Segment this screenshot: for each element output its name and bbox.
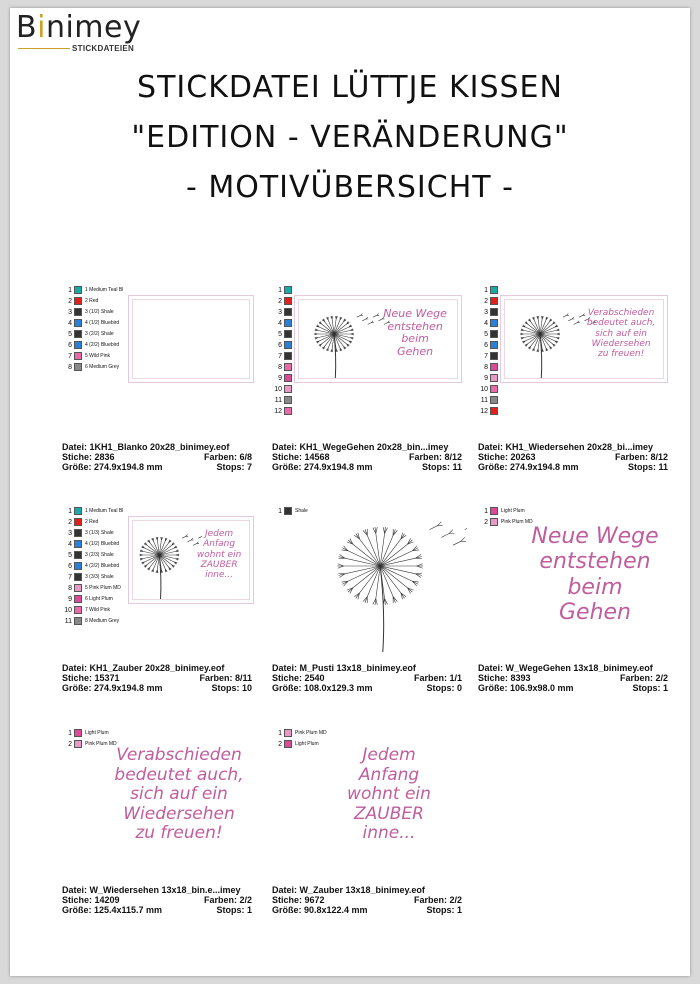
file-info [478,442,668,472]
thread-row [478,318,498,328]
thread-row [478,296,498,306]
thread-name: 4 (1/2) Bluebird [85,541,120,547]
thread-number: 1 [68,729,72,737]
motif-card [478,506,678,696]
file-name: Datei: W_Zauber 13x18_binimey.eof [272,885,425,895]
thread-row [478,329,498,339]
design-size: Größe: 106.9x98.0 mm [478,683,574,693]
info-row [272,442,462,452]
thread-row [272,395,292,405]
info-row [478,442,668,452]
thread-swatch [74,297,82,305]
stitch-count: Stiche: 2836 [62,452,115,462]
thread-name: 8 Medium Grey [85,618,120,624]
motif-text: Verabschieden bedeutet auch, sich auf ein Wiedersehen zu freuen! [586,308,656,360]
thread-row [478,373,498,383]
info-row [478,683,668,693]
file-info [272,442,462,472]
color-count: Farben: 8/12 [408,452,462,462]
info-row [272,885,462,895]
thread-row [478,351,498,361]
thread-number: 4 [278,319,282,327]
motif-card [62,728,262,918]
motif-card [272,506,472,696]
thread-swatch [490,341,498,349]
thread-swatch [284,740,292,748]
thread-swatch [490,407,498,415]
thread-row [478,362,498,372]
thread-number: 11 [64,617,72,625]
thread-row [272,318,292,328]
design-size: Größe: 108.0x129.3 mm [272,683,373,693]
file-info [62,885,252,915]
thread-number: 7 [68,573,72,581]
thread-number: 2 [484,297,488,305]
color-count: Farben: 2/2 [619,673,668,683]
thread-name: 5 Pink Plum MD [85,585,121,591]
motif-text: Jedem Anfang wohnt ein ZAUBER inne... [196,529,242,581]
thread-row [272,340,292,350]
motif-card [62,285,262,475]
info-row [272,462,462,472]
thread-number: 11 [274,396,282,404]
thread-swatch [74,540,82,548]
thread-number: 5 [278,330,282,338]
thread-row [62,517,98,527]
thread-number: 10 [64,606,72,614]
thread-swatch [74,573,82,581]
thread-swatch [490,374,498,382]
thread-row [62,506,123,516]
thread-row [62,318,119,328]
thread-row [62,572,114,582]
thread-number: 2 [68,297,72,305]
stitch-count: Stiche: 15371 [62,673,120,683]
thread-swatch [284,352,292,360]
thread-name: Light Plum [501,508,525,514]
thread-name: Pink Plum MD [501,519,533,525]
thread-number: 3 [278,308,282,316]
thread-swatch [284,385,292,393]
thread-swatch [74,551,82,559]
thread-swatch [74,352,82,360]
thread-row [272,373,292,383]
info-row [272,895,462,905]
thread-row [62,605,110,615]
thread-name: 2 Red [85,298,99,304]
logo-brand: Binimey [16,10,142,45]
color-count: Farben: 8/11 [199,673,252,683]
logo-tagline: STICKDATEIEN [72,44,135,53]
thread-swatch [490,330,498,338]
stop-count: Stops: 1 [632,683,668,693]
thread-name: 6 Medium Grey [85,364,120,370]
thread-number: 1 [484,286,488,294]
stitch-count: Stiche: 20263 [478,452,536,462]
thread-number: 5 [484,330,488,338]
stitch-count: Stiche: 9672 [272,895,325,905]
thread-name: 7 Wild Pink [85,607,111,613]
thread-row [62,561,119,571]
thread-name: 4 (2/2) Bluebird [85,563,120,569]
thread-number: 8 [278,363,282,371]
thread-swatch [74,529,82,537]
thread-number: 5 [68,551,72,559]
stop-count: Stops: 1 [426,905,462,915]
file-info [272,885,462,915]
thread-swatch [490,507,498,515]
color-count: Farben: 1/1 [413,673,462,683]
thread-swatch [74,606,82,614]
thread-name: 3 (1/3) Shale [85,530,114,536]
thread-swatch [490,363,498,371]
info-row [272,673,462,683]
thread-number: 3 [68,529,72,537]
stop-count: Stops: 11 [421,462,462,472]
info-row [62,885,252,895]
thread-number: 8 [68,363,72,371]
info-row [62,462,252,472]
thread-name: 5 Wild Pink [85,353,111,359]
motif-text: Neue Wege entstehen beim Gehen [383,307,447,358]
color-count: Farben: 8/12 [614,452,668,462]
info-row [62,442,252,452]
thread-number: 2 [484,518,488,526]
thread-number: 12 [274,407,282,415]
pillow-frame [294,295,462,383]
design-size: Größe: 274.9x194.8 mm [62,683,163,693]
file-info [272,663,462,693]
thread-row [272,506,308,516]
file-name: Datei: KH1_Wiedersehen 20x28_bi...imey [478,442,653,452]
motif-text: Neue Wege entstehen beim Gehen [531,524,659,625]
thread-name: 3 (3/3) Shale [85,574,114,580]
thread-swatch [284,374,292,382]
stop-count: Stops: 10 [211,683,252,693]
thread-row [272,739,319,749]
pillow-frame [500,295,668,383]
info-row [272,905,462,915]
title-line-3: - MOTIVÜBERSICHT - [186,170,514,205]
info-row [478,663,668,673]
thread-number: 2 [278,297,282,305]
thread-row [478,384,498,394]
thread-number: 6 [68,562,72,570]
info-row [478,452,668,462]
stop-count: Stops: 1 [216,905,252,915]
thread-number: 2 [278,740,282,748]
thread-swatch [490,385,498,393]
thread-number: 8 [68,584,72,592]
info-row [272,663,462,673]
thread-swatch [284,297,292,305]
thread-row [272,406,292,416]
thread-swatch [74,308,82,316]
thread-name: Pink Plum MD [295,730,327,736]
thread-name: Light Plum [295,741,319,747]
thread-row [62,594,113,604]
file-name: Datei: M_Pusti 13x18_binimey.eof [272,663,416,673]
file-info [478,663,668,693]
thread-swatch [74,617,82,625]
thread-row [478,406,498,416]
thread-swatch [74,584,82,592]
thread-number: 4 [484,319,488,327]
file-name: Datei: W_Wiedersehen 13x18_bin.e...imey [62,885,241,895]
thread-swatch [284,319,292,327]
thread-swatch [284,341,292,349]
design-size: Größe: 274.9x194.8 mm [478,462,579,472]
thread-number: 1 [68,286,72,294]
thread-name: 3 (2/2) Shale [85,331,114,337]
thread-number: 1 [278,286,282,294]
info-row [62,673,252,683]
thread-row [62,583,121,593]
thread-swatch [74,740,82,748]
info-row [478,462,668,472]
thread-name: 4 (2/2) Bluebird [85,342,120,348]
thread-name: 3 (2/3) Shale [85,552,114,558]
thread-swatch [490,396,498,404]
logo-line [18,48,70,49]
thread-row [62,539,119,549]
thread-number: 1 [484,507,488,515]
thread-swatch [284,507,292,515]
thread-number: 2 [68,740,72,748]
thread-number: 2 [68,518,72,526]
color-count: Farben: 6/8 [203,452,252,462]
info-row [272,452,462,462]
thread-number: 10 [480,385,488,393]
thread-number: 7 [484,352,488,360]
thread-row [272,329,292,339]
thread-row [62,296,98,306]
stitch-count: Stiche: 14568 [272,452,330,462]
motif-card [272,285,472,475]
thread-swatch [74,341,82,349]
thread-swatch [74,363,82,371]
thread-name: 2 Red [85,519,99,525]
thread-number: 1 [278,507,282,515]
thread-number: 1 [68,507,72,515]
thread-swatch [490,308,498,316]
thread-name: Light Plum [85,730,109,736]
thread-number: 3 [484,308,488,316]
thread-row [272,285,292,295]
thread-row [478,307,498,317]
thread-row [62,340,119,350]
color-count: Farben: 2/2 [203,895,252,905]
motif-text: Verabschieden bedeutet auch, sich auf ein Wiedersehen zu freuen! [114,745,244,844]
thread-row [272,728,327,738]
thread-row [478,285,498,295]
thread-number: 10 [274,385,282,393]
thread-row [62,528,114,538]
binimey-logo [16,10,156,60]
thread-row [478,340,498,350]
pillow-frame [128,516,254,604]
stitch-count: Stiche: 2540 [272,673,325,683]
motif-text: Jedem Anfang wohnt ein ZAUBER inne... [347,745,431,844]
thread-row [62,329,114,339]
file-name: Datei: 1KH1_Blanko 20x28_binimey.eof [62,442,230,452]
thread-number: 1 [278,729,282,737]
thread-number: 7 [68,352,72,360]
motif-card [478,285,678,475]
thread-swatch [74,595,82,603]
color-count: Farben: 2/2 [413,895,462,905]
thread-row [272,307,292,317]
thread-number: 3 [68,308,72,316]
motif-card [272,728,472,918]
thread-row [272,362,292,372]
thread-swatch [74,562,82,570]
info-row [272,683,462,693]
thread-number: 4 [68,319,72,327]
motif-card [62,506,262,696]
thread-swatch [74,518,82,526]
thread-swatch [490,297,498,305]
stop-count: Stops: 11 [627,462,668,472]
thread-number: 9 [484,374,488,382]
stitch-count: Stiche: 8393 [478,673,531,683]
thread-row [478,506,525,516]
thread-swatch [284,330,292,338]
thread-name: Shale [295,508,308,514]
thread-number: 9 [278,374,282,382]
thread-row [62,616,119,626]
info-row [62,663,252,673]
thread-swatch [74,286,82,294]
thread-swatch [284,286,292,294]
thread-name: 3 (1/2) Shale [85,309,114,315]
info-row [62,452,252,462]
thread-row [272,296,292,306]
thread-row [62,285,123,295]
thread-swatch [74,319,82,327]
thread-name: 6 Light Plum [85,596,113,602]
title-line-2: "EDITION - VERÄNDERUNG" [131,120,569,155]
title-line-1: STICKDATEI LÜTTJE KISSEN [137,70,563,105]
thread-row [62,550,114,560]
thread-number: 8 [484,363,488,371]
thread-name: 1 Medium Teal Bl [85,287,124,293]
design-size: Größe: 125.4x115.7 mm [62,905,163,915]
file-name: Datei: KH1_Zauber 20x28_binimey.eof [62,663,225,673]
info-row [478,673,668,683]
thread-swatch [74,507,82,515]
design-size: Größe: 274.9x194.8 mm [62,462,163,472]
thread-number: 12 [480,407,488,415]
file-info [62,663,252,693]
thread-number: 7 [278,352,282,360]
thread-swatch [284,308,292,316]
thread-swatch [284,729,292,737]
design-size: Größe: 274.9x194.8 mm [272,462,373,472]
thread-swatch [490,319,498,327]
thread-row [272,384,292,394]
thread-number: 5 [68,330,72,338]
thread-number: 6 [278,341,282,349]
thread-number: 6 [68,341,72,349]
thread-swatch [284,363,292,371]
thread-row [478,395,498,405]
stitch-count: Stiche: 14209 [62,895,120,905]
design-size: Größe: 90.8x122.4 mm [272,905,368,915]
file-name: Datei: KH1_WegeGehen 20x28_bin...imey [272,442,449,452]
thread-swatch [284,407,292,415]
thread-number: 6 [484,341,488,349]
motif-overview-sheet [10,8,690,976]
info-row [62,905,252,915]
thread-swatch [490,286,498,294]
info-row [62,683,252,693]
thread-row [62,362,119,372]
thread-name: 4 (1/2) Bluebird [85,320,120,326]
thread-number: 4 [68,540,72,548]
stop-count: Stops: 7 [216,462,252,472]
thread-swatch [284,396,292,404]
thread-row [62,307,114,317]
info-row [62,895,252,905]
thread-row [272,351,292,361]
thread-number: 11 [480,396,488,404]
thread-row [62,351,110,361]
thread-row [62,728,109,738]
dandelion-graphic [327,506,467,656]
thread-swatch [490,352,498,360]
file-info [62,442,252,472]
thread-name: 1 Medium Teal Bl [85,508,124,514]
thread-name: Pink Plum MD [85,741,117,747]
stop-count: Stops: 0 [426,683,462,693]
thread-swatch [490,518,498,526]
pillow-frame [128,295,254,383]
thread-swatch [74,729,82,737]
file-name: Datei: W_WegeGehen 13x18_binimey.eof [478,663,653,673]
page-title [10,63,690,213]
thread-number: 9 [68,595,72,603]
thread-swatch [74,330,82,338]
